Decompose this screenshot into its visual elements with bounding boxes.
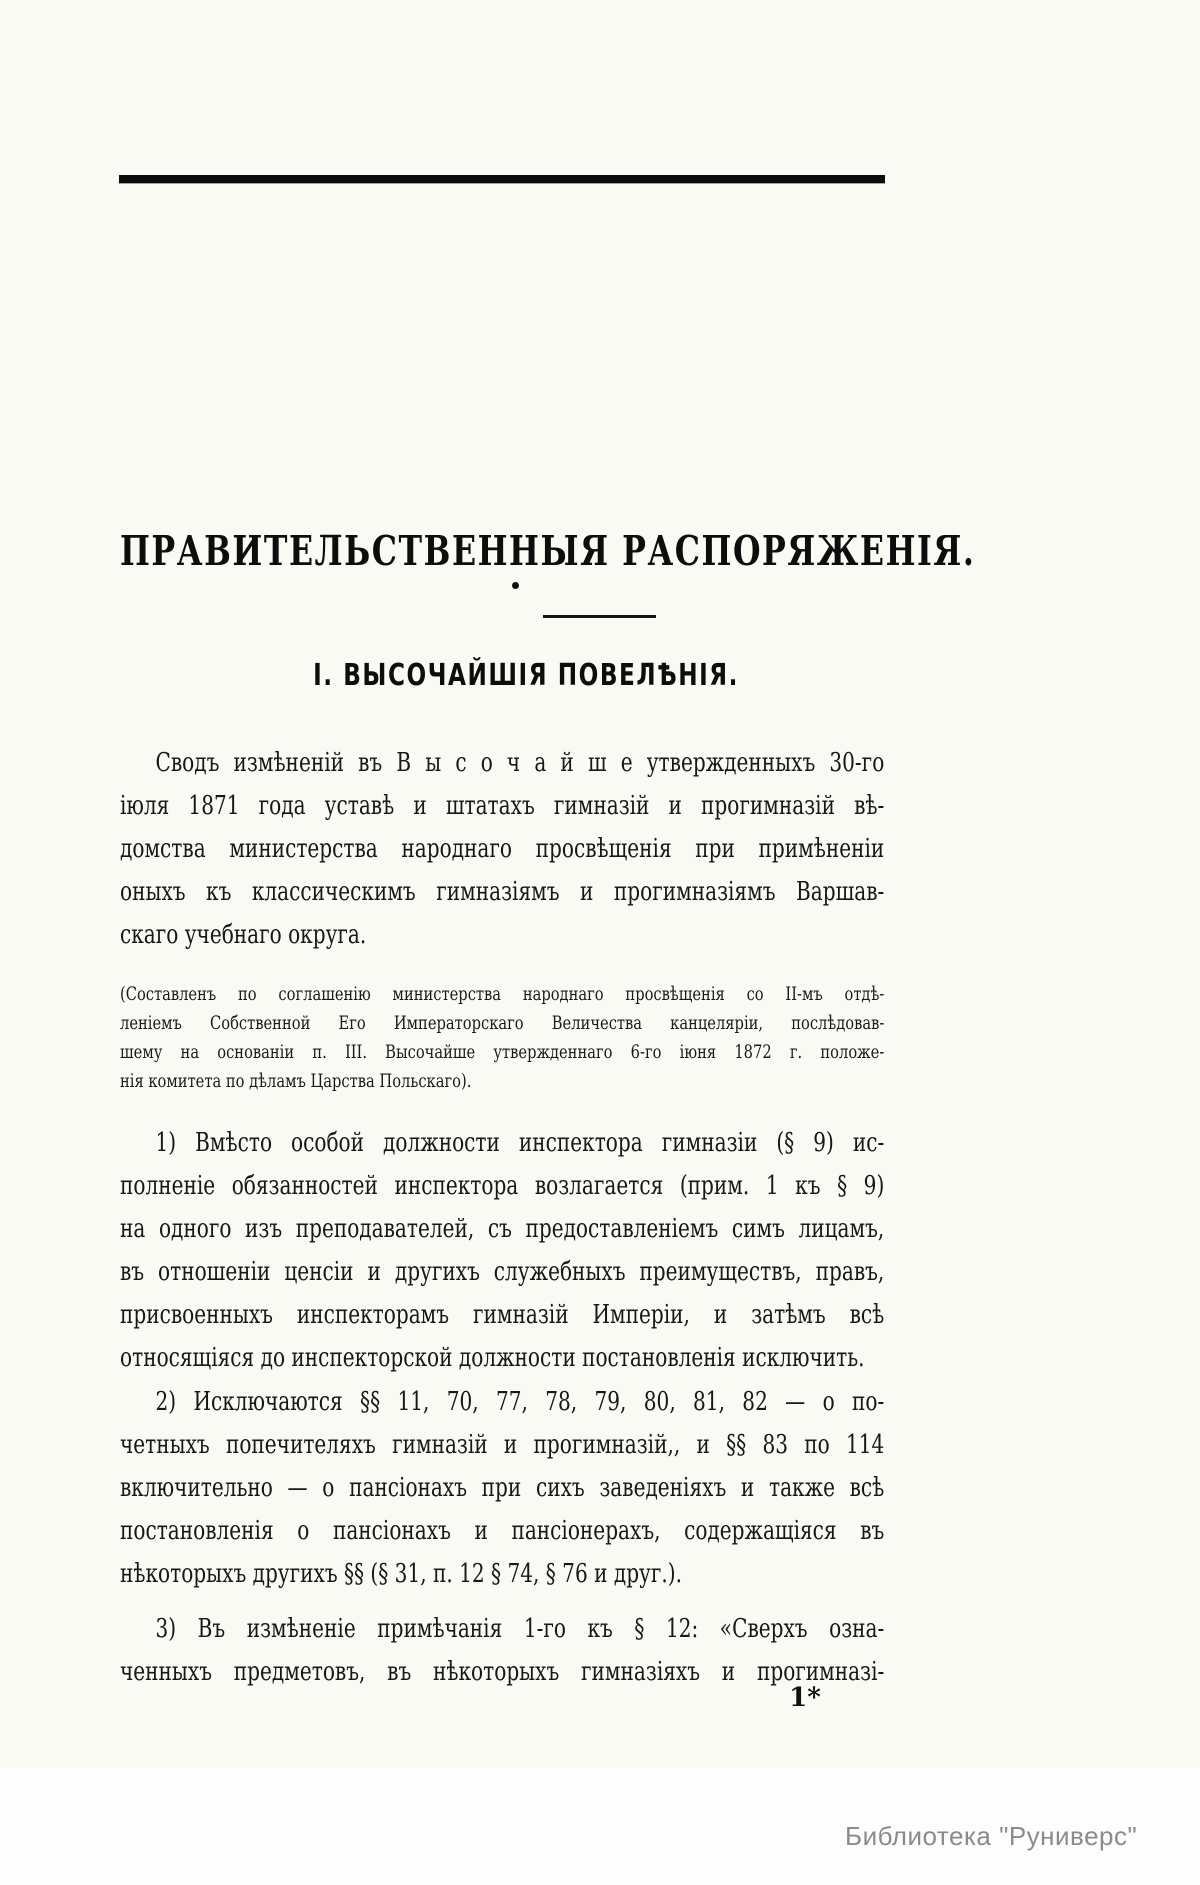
library-watermark: Библиотека "Руниверс" (845, 1821, 1138, 1851)
text-line: 3) Въ измѣненіе примѣчанія 1-го къ § 12: «Сверхъ озна- (155, 1614, 885, 1644)
text-line: постановленія о пансіонахъ и пансіонерахъ, содержащіяся въ (120, 1516, 885, 1546)
section-divider-rule (543, 615, 656, 618)
item-3-paragraph (120, 1608, 884, 1694)
text-line: 2) Исключаются §§ 11, 70, 77, 78, 79, 80, 81, 82 — о по- (155, 1387, 885, 1417)
text-line: относящіяся до инспекторской должности постановленія исключить. (120, 1343, 865, 1373)
text-column (120, 742, 884, 1694)
page-title: ПРАВИТЕЛЬСТВЕННЫЯ РАСПОРЯЖЕНІЯ. (120, 527, 976, 575)
text-line: леніемъ Собственной Его Императорскаго Величества канцеляріи, послѣдовав- (120, 1012, 885, 1034)
text-line: 1) Вмѣсто особой должности инспектора гимназіи (§ 9) ис- (155, 1128, 885, 1158)
text-line: въ отношеніи ценсіи и другихъ служебныхъ преимуществъ, правъ, (120, 1257, 885, 1287)
text-line: присвоенныхъ инспекторамъ гимназій Имперіи, и затѣмъ всѣ (120, 1300, 885, 1330)
top-rule (119, 175, 885, 183)
text-line: домства министерства народнаго просвѣщенія при примѣненіи (120, 834, 885, 864)
page-number: 1* (789, 1683, 821, 1713)
title-ornament-dot (512, 582, 519, 589)
text-line: ченныхъ предметовъ, въ нѣкоторыхъ гимназіяхъ и прогимназі- (120, 1657, 885, 1687)
source-note-paragraph (120, 980, 884, 1096)
text-line: полненіе обязанностей инспектора возлагается (прим. 1 къ § 9) (120, 1171, 885, 1201)
item-2-paragraph (120, 1381, 884, 1596)
text-line: нѣкоторыхъ другихъ §§ (§ 31, п. 12 § 74, § 76 и друг.). (120, 1559, 682, 1589)
text-line: включительно — о пансіонахъ при сихъ заведеніяхъ и также всѣ (120, 1473, 885, 1503)
text-line: скаго учебнаго округа. (120, 920, 367, 950)
text-line: іюля 1871 года уставѣ и штатахъ гимназій и прогимназій вѣ- (120, 791, 885, 821)
item-1-paragraph (120, 1122, 884, 1380)
text-line: оныхъ къ классическимъ гимназіямъ и прогимназіямъ Варшав- (120, 877, 885, 907)
text-line: нія комитета по дѣламъ Царства Польскаго). (120, 1070, 472, 1092)
text-line: (Составленъ по соглашенію министерства народнаго просвѣщенія со ІІ-мъ отдѣ- (120, 983, 885, 1005)
text-line: на одного изъ преподавателей, съ предоставленіемъ симъ лицамъ, (120, 1214, 885, 1244)
section-heading: І. ВЫСОЧАЙШІЯ ПОВЕЛѢНІЯ. (313, 658, 740, 693)
summary-paragraph (120, 742, 884, 957)
text-line: четныхъ попечителяхъ гимназій и прогимназій,, и §§ 83 по 114 (120, 1430, 885, 1460)
text-line: Сводъ измѣненій въ В ы с о ч а й ш е утвержденныхъ 30-го (155, 748, 885, 778)
text-line: шему на основаніи п. ІІІ. Высочайше утвержденнаго 6-го іюня 1872 г. положе- (120, 1041, 885, 1063)
